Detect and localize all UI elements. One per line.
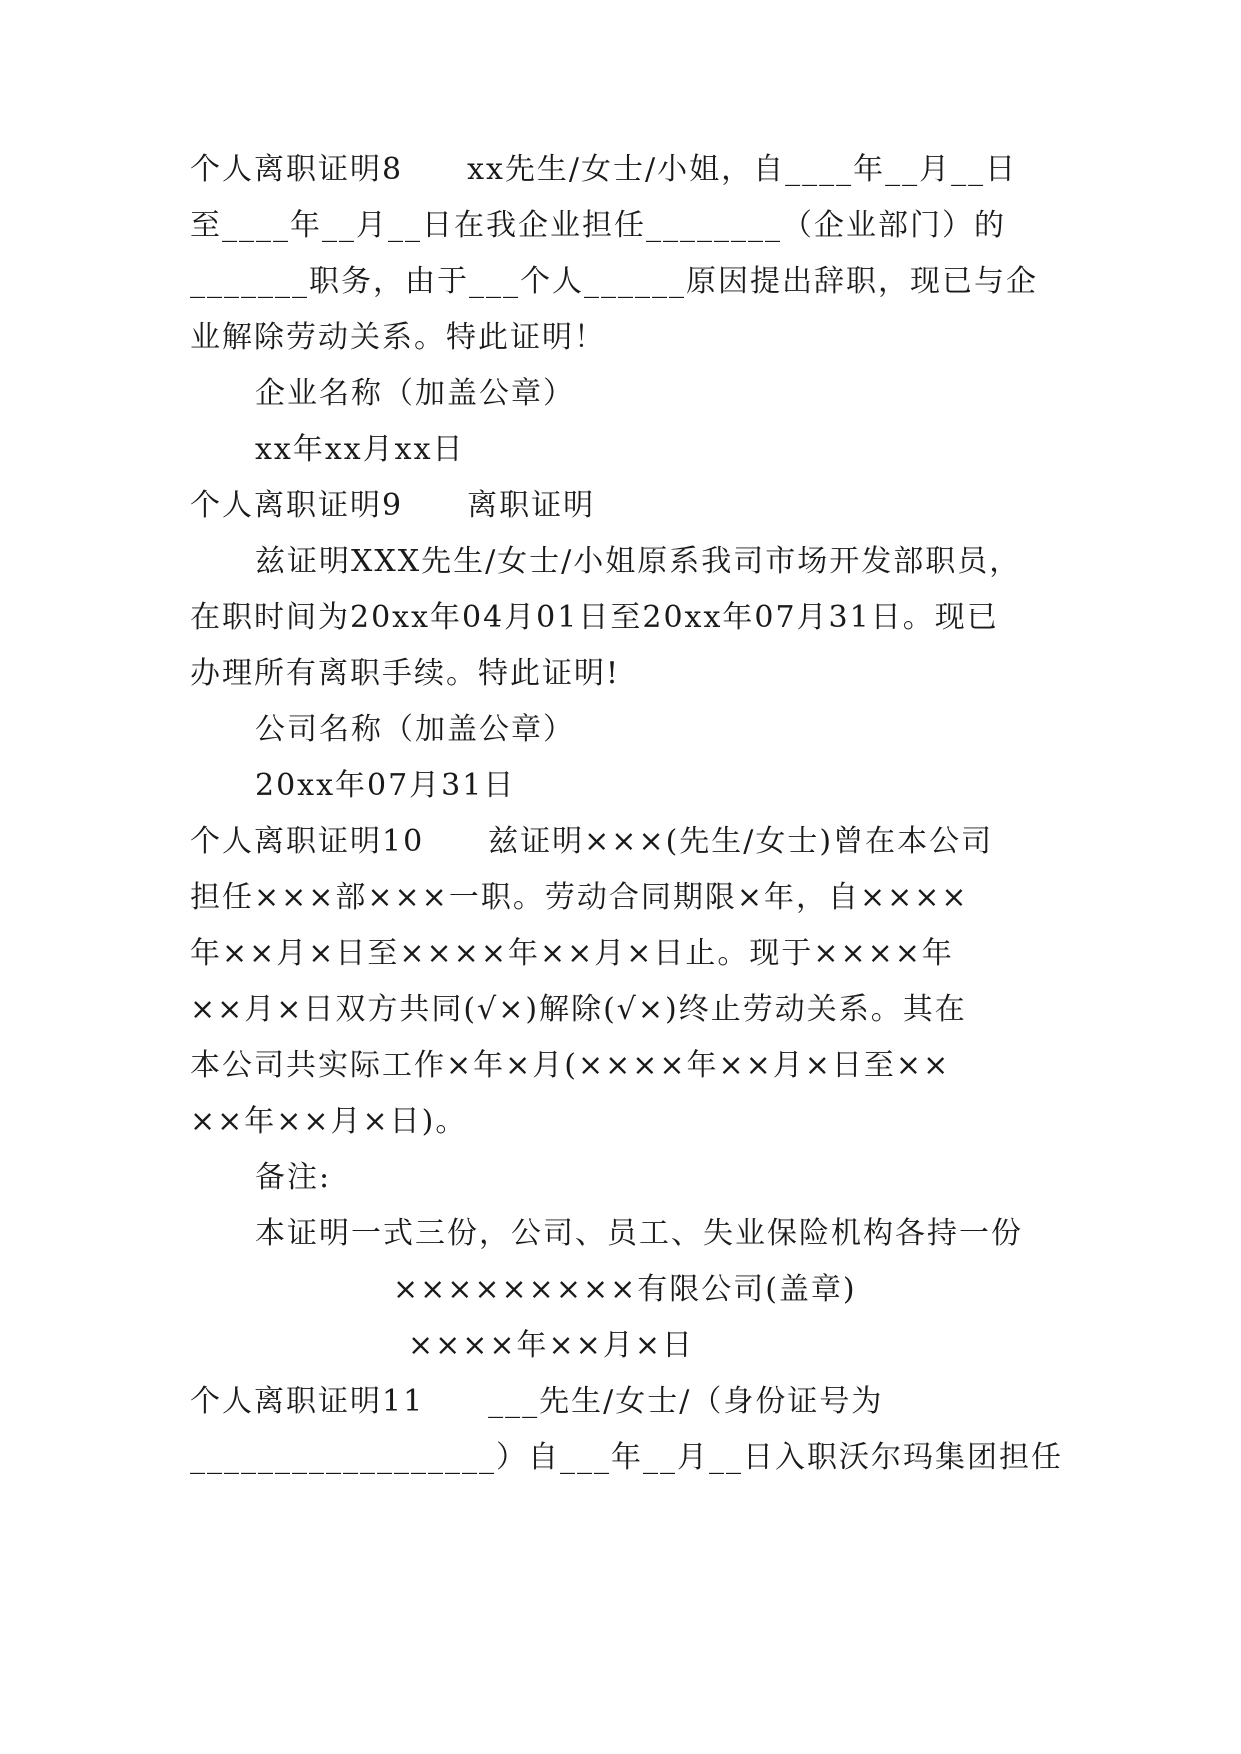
text-line: 本证明一式三份，公司、员工、失业保险机构各持一份 <box>255 1216 1023 1251</box>
text-line: 备注: <box>255 1160 332 1195</box>
text-line: xx年xx月xx日 <box>255 432 465 467</box>
text-line: 个人离职证明11 ___先生/女士/（身份证号为 <box>190 1384 884 1419</box>
text-line: __________________）自___年__月__日入职沃尔玛集团担任 <box>190 1440 1063 1475</box>
text-line: ×××××××××有限公司(盖章) <box>393 1272 857 1307</box>
text-line: 业解除劳动关系。特此证明！ <box>190 320 606 355</box>
text-line: 在职时间为20xx年04月01日至20xx年07月31日。现已 <box>190 600 999 635</box>
text-line: ××年××月×日)。 <box>190 1104 468 1139</box>
text-line: 公司名称（加盖公章） <box>255 712 575 747</box>
text-line: 个人离职证明9 离职证明 <box>190 488 596 523</box>
text-line: 20xx年07月31日 <box>255 768 516 803</box>
text-line: ××××年××月×日 <box>408 1328 694 1363</box>
text-line: 个人离职证明10 兹证明×××(先生/女士)曾在本公司 <box>190 824 994 859</box>
text-line: 个人离职证明8 xx先生/女士/小姐，自____年__月__日 <box>190 152 1018 187</box>
text-line: 至____年__月__日在我企业担任________（企业部门）的 <box>190 208 1006 243</box>
text-line: 年××月×日至××××年××月×日止。现于××××年 <box>190 936 954 971</box>
text-line: ××月×日双方共同(√×)解除(√×)终止劳动关系。其在 <box>190 992 967 1027</box>
text-line: 本公司共实际工作×年×月(××××年××月×日至×× <box>190 1048 951 1083</box>
text-line: _______职务，由于___个人______原因提出辞职，现已与企 <box>190 264 1038 299</box>
text-line: 兹证明XXX先生/女士/小姐原系我司市场开发部职员， <box>255 544 1022 579</box>
text-line: 办理所有离职手续。特此证明! <box>190 656 621 691</box>
text-line: 担任×××部×××一职。劳动合同期限×年，自×××× <box>190 880 969 915</box>
text-line: 企业名称（加盖公章） <box>255 376 575 411</box>
